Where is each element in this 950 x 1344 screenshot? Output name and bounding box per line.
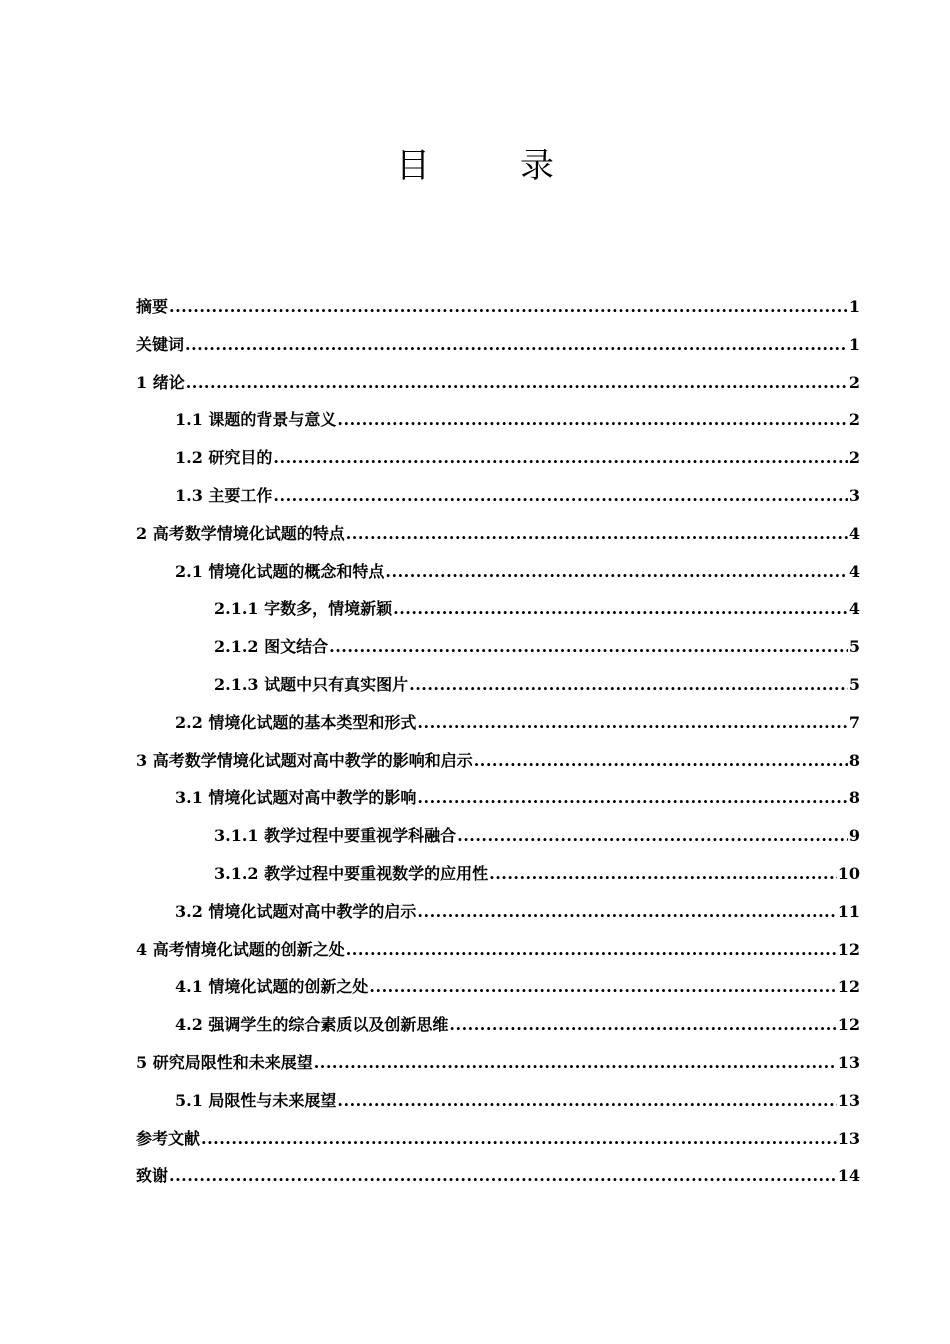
toc-entry-page-number: 11: [837, 901, 860, 921]
toc-entry-page-number: 2: [848, 448, 860, 468]
toc-entry-page-number: 12: [837, 977, 860, 997]
toc-entry-page-number: 14: [837, 1166, 860, 1186]
toc-dot-leader: [346, 515, 848, 553]
page-title: 目 录: [396, 146, 582, 186]
toc-entry-label: 4 高考情境化试题的创新之处: [136, 939, 345, 959]
toc-dot-leader: [169, 1157, 837, 1195]
toc-dot-leader: [186, 364, 848, 402]
toc-entry-label: 3.1.1 教学过程中要重视学科融合: [214, 826, 457, 846]
toc-dot-leader: [346, 931, 837, 969]
toc-dot-leader: [385, 553, 847, 591]
toc-entry[interactable]: [136, 553, 860, 591]
toc-entry[interactable]: [136, 1006, 860, 1044]
toc-entry-page-number: 1: [848, 297, 860, 316]
toc-entry-page-number: 4: [848, 561, 860, 581]
toc-dot-leader: [273, 477, 847, 515]
toc-entry-label: 3.1.2 教学过程中要重视数学的应用性: [214, 863, 489, 883]
toc-entry-label: 2.2 情境化试题的基本类型和形式: [175, 712, 417, 732]
toc-dot-leader: [449, 1006, 836, 1044]
toc-entry[interactable]: [136, 817, 860, 855]
toc-entry[interactable]: [136, 968, 860, 1006]
toc-entry-label: 1.3 主要工作: [175, 485, 273, 505]
toc-entry-label: 2 高考数学情境化试题的特点: [136, 523, 345, 543]
toc-entry[interactable]: [136, 326, 860, 364]
toc-entry[interactable]: [136, 1044, 860, 1082]
toc-entry-label: 2.1.1 字数多，情境新颖: [214, 599, 393, 619]
toc-entry-page-number: 12: [837, 939, 860, 959]
toc-entry-page-number: 7: [848, 712, 860, 732]
toc-entry-label: 5 研究局限性和未来展望: [136, 1052, 313, 1072]
toc-entry-page-number: 13: [837, 1052, 860, 1072]
toc-dot-leader: [185, 326, 848, 364]
toc-entry-label: 参考文献: [136, 1128, 201, 1148]
toc-entry-page-number: 10: [837, 863, 860, 883]
toc-dot-leader: [201, 1120, 837, 1158]
toc-entry-page-number: 2: [848, 410, 860, 430]
toc-entry-page-number: 9: [848, 826, 860, 846]
toc-entry[interactable]: [136, 704, 860, 742]
toc-entry-page-number: 8: [848, 788, 860, 808]
toc-dot-leader: [417, 704, 847, 742]
toc-dot-leader: [417, 779, 847, 817]
toc-entry-label: 2.1 情境化试题的概念和特点: [175, 561, 385, 581]
toc-entry[interactable]: [136, 1082, 860, 1120]
toc-dot-leader: [409, 666, 848, 704]
toc-entry-label: 2.1.3 试题中只有真实图片: [214, 674, 409, 694]
toc-dot-leader: [169, 288, 848, 326]
toc-entry-page-number: 4: [848, 523, 860, 543]
toc-dot-leader: [314, 1044, 837, 1082]
toc-entry[interactable]: [136, 855, 860, 893]
toc-entry[interactable]: [136, 401, 860, 439]
toc-dot-leader: [329, 628, 848, 666]
toc-entry-label: 3 高考数学情境化试题对高中教学的影响和启示: [136, 750, 473, 770]
toc-entry[interactable]: [136, 515, 860, 553]
toc-entry-page-number: 2: [848, 372, 860, 392]
toc-entry[interactable]: [136, 779, 860, 817]
toc-entry-page-number: 5: [848, 637, 860, 657]
toc-entry[interactable]: [136, 439, 860, 477]
toc-entry-page-number: 8: [848, 750, 860, 770]
toc-entry[interactable]: [136, 628, 860, 666]
toc-entry-label: 1.1 课题的背景与意义: [175, 410, 337, 430]
toc-entry-page-number: 4: [848, 599, 860, 619]
toc-entry-label: 5.1 局限性与未来展望: [175, 1090, 337, 1110]
toc-dot-leader: [393, 590, 848, 628]
toc-entry[interactable]: [136, 742, 860, 780]
toc-entry[interactable]: [136, 1120, 860, 1158]
toc-entry-page-number: 1: [848, 334, 860, 354]
toc-dot-leader: [489, 855, 837, 893]
toc-entry-label: 摘要: [136, 297, 169, 316]
toc-entry-label: 1 绪论: [136, 372, 185, 392]
toc-entry[interactable]: [136, 666, 860, 704]
table-of-contents: [136, 288, 860, 1195]
toc-dot-leader: [273, 439, 847, 477]
toc-entry-label: 3.2 情境化试题对高中教学的启示: [175, 901, 417, 921]
toc-dot-leader: [457, 817, 848, 855]
toc-entry-page-number: 5: [848, 674, 860, 694]
toc-entry-label: 1.2 研究目的: [175, 448, 273, 468]
toc-entry[interactable]: [136, 931, 860, 969]
toc-entry-page-number: 13: [837, 1128, 860, 1148]
toc-entry[interactable]: [136, 893, 860, 931]
toc-entry[interactable]: [136, 477, 860, 515]
toc-entry-page-number: 13: [837, 1090, 860, 1110]
toc-entry[interactable]: [136, 1157, 860, 1195]
toc-entry-label: 4.2 强调学生的综合素质以及创新思维: [175, 1015, 449, 1035]
toc-entry-page-number: 3: [848, 485, 860, 505]
toc-dot-leader: [337, 401, 847, 439]
toc-entry-page-number: 12: [837, 1015, 860, 1035]
toc-entry-label: 4.1 情境化试题的创新之处: [175, 977, 369, 997]
toc-dot-leader: [474, 742, 848, 780]
toc-entry[interactable]: [136, 364, 860, 402]
toc-entry[interactable]: [136, 288, 860, 326]
toc-entry-label: 2.1.2 图文结合: [214, 637, 329, 657]
toc-entry-label: 致谢: [136, 1166, 169, 1186]
toc-dot-leader: [337, 1082, 836, 1120]
toc-entry-label: 3.1 情境化试题对高中教学的影响: [175, 788, 417, 808]
toc-dot-leader: [417, 893, 836, 931]
toc-entry[interactable]: [136, 590, 860, 628]
toc-entry-label: 关键词: [136, 334, 185, 354]
toc-dot-leader: [369, 968, 836, 1006]
